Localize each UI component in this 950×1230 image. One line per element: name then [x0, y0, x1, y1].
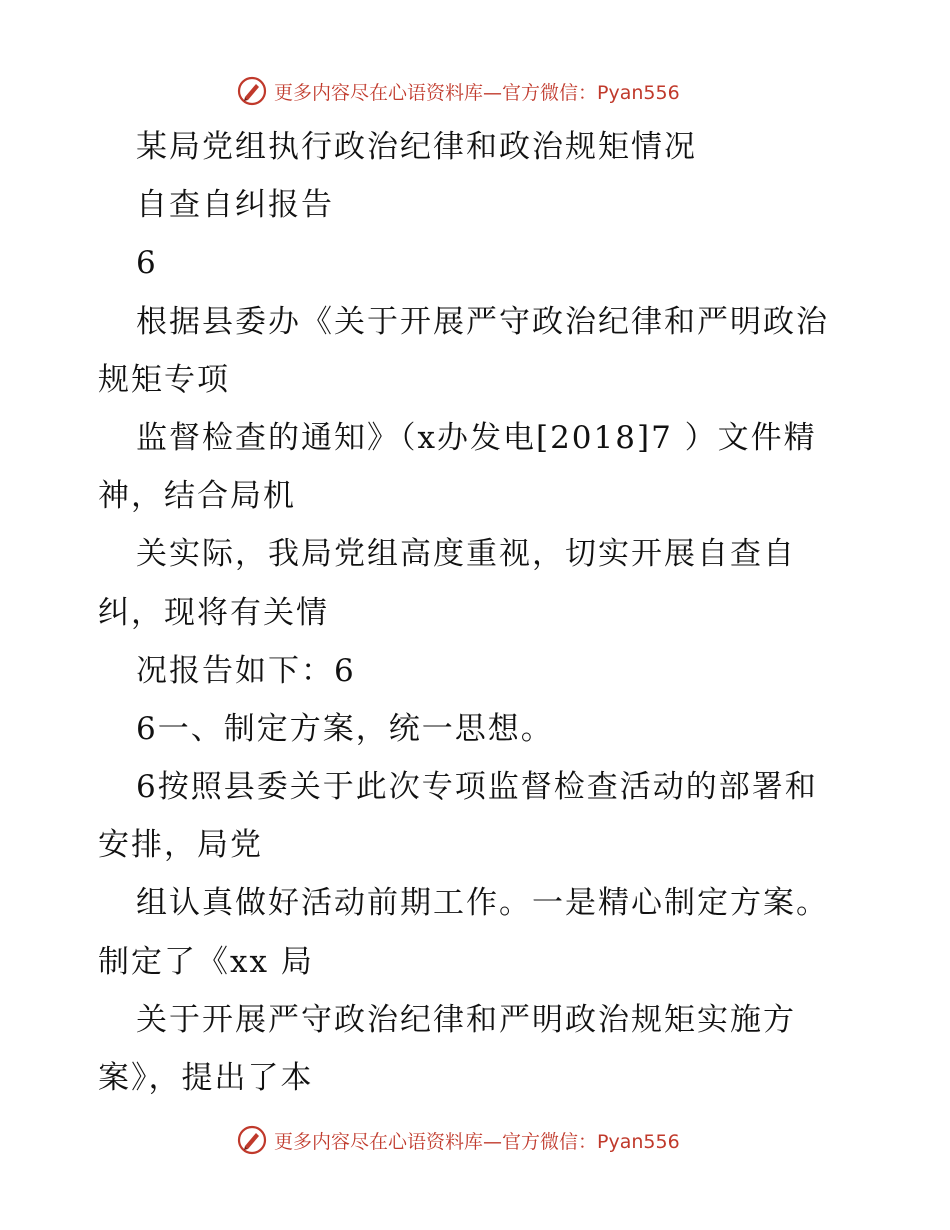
text-line: 制定了《xx 局	[98, 943, 314, 980]
text-line: 自查自纠报告	[136, 187, 334, 224]
watermark-header	[236, 74, 680, 108]
text-line: 关于开展严守政治纪律和严明政治规矩实施方	[136, 1001, 796, 1038]
text-line: 神，结合局机	[98, 478, 296, 515]
text-line: 根据县委办《关于开展严守政治纪律和严明政治	[136, 303, 829, 340]
pen-circle-icon	[236, 75, 268, 107]
text-line: 6	[136, 245, 158, 282]
pen-circle-icon	[236, 1124, 268, 1156]
text-line: 组认真做好活动前期工作。一是精心制定方案。	[136, 885, 829, 922]
watermark-text: 更多内容尽在心语资料库—官方微信：Pyan556	[274, 1130, 680, 1153]
text-line: 6一、制定方案，统一思想。	[136, 710, 554, 747]
watermark-text: 更多内容尽在心语资料库—官方微信：Pyan556	[274, 81, 680, 104]
text-line: 案》，提出了本	[98, 1060, 314, 1096]
document-body	[98, 118, 878, 1107]
text-line: 安排，局党	[98, 827, 263, 864]
text-line: 纠，现将有关情	[98, 594, 329, 631]
text-line: 某局党组执行政治纪律和政治规矩情况	[136, 129, 697, 165]
text-line: 监督检查的通知》（x办发电[2018]7 ）文件精	[136, 419, 817, 456]
text-line: 况报告如下：6	[136, 652, 356, 689]
text-line: 6按照县委关于此次专项监督检查活动的部署和	[136, 769, 818, 806]
watermark-footer	[236, 1123, 680, 1157]
text-line: 关实际，我局党组高度重视，切实开展自查自	[136, 536, 796, 573]
text-line: 规矩专项	[98, 361, 230, 398]
